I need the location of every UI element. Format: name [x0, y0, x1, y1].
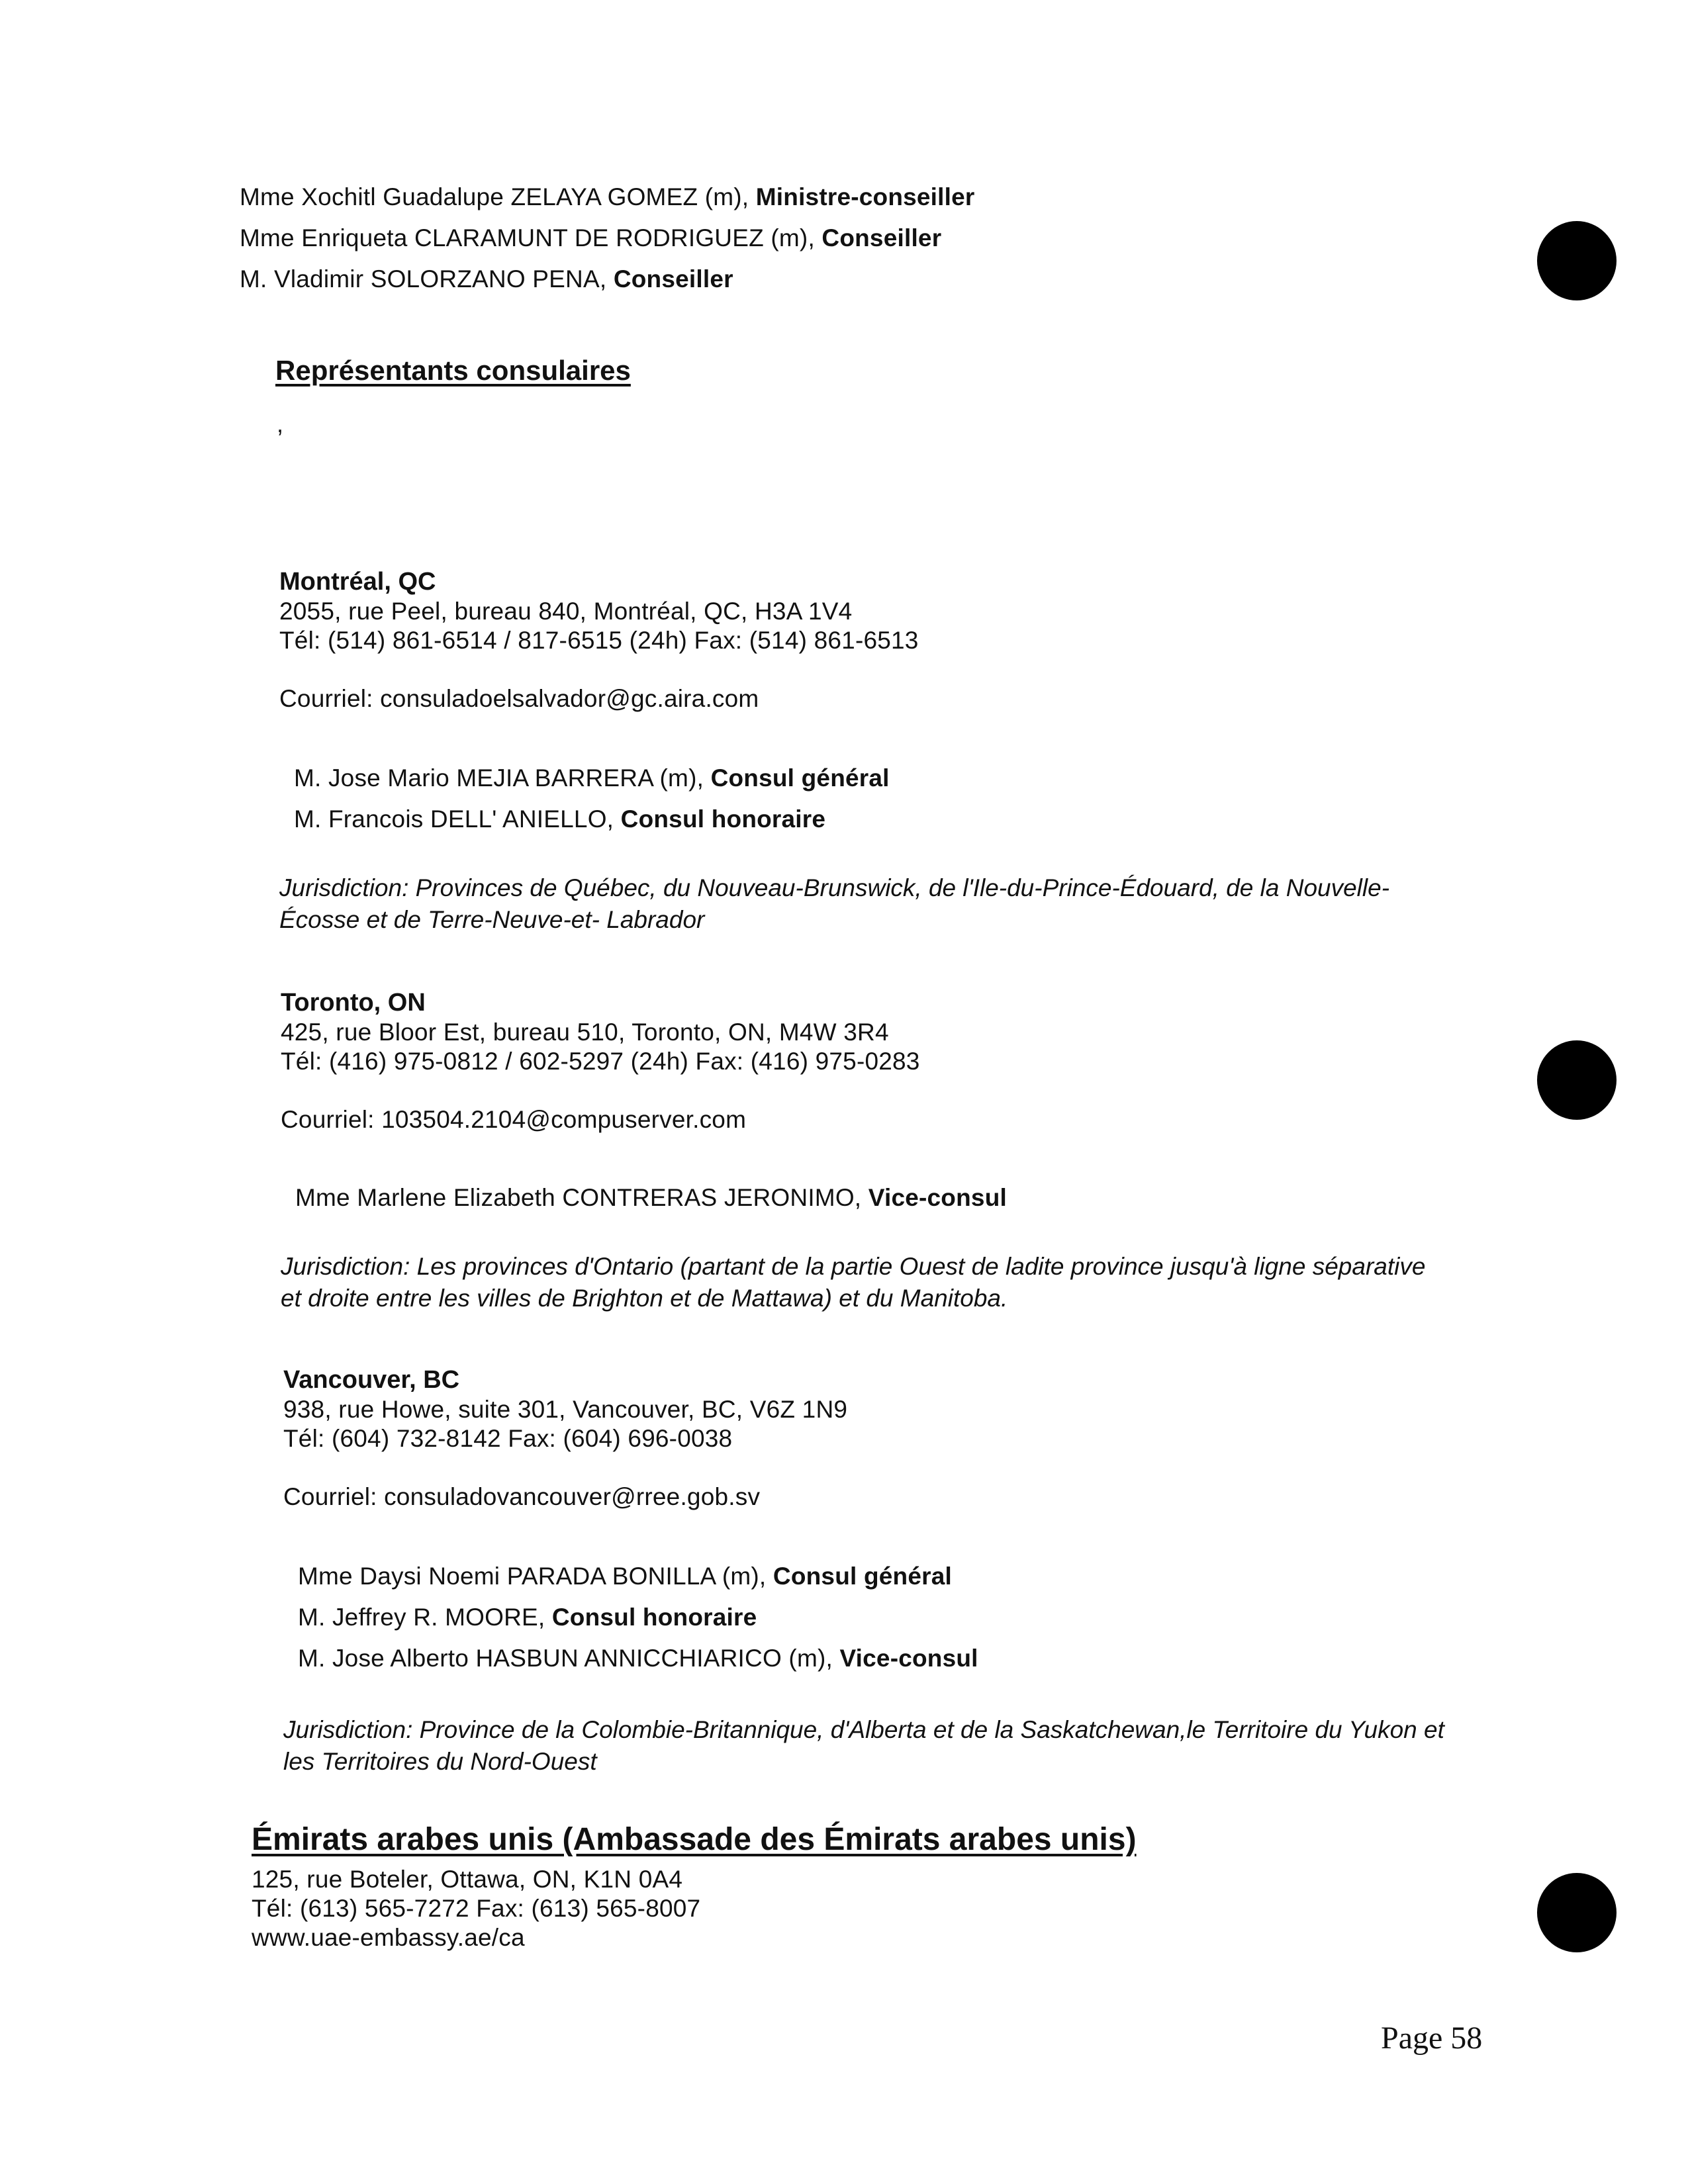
punch-hole: [1537, 1873, 1617, 1952]
section-heading-embassy: Émirats arabes unis (Ambassade des Émirats arabes unis): [252, 1822, 1137, 1857]
page-number: Page 58: [1381, 2021, 1483, 2056]
embassy-phone: Tél: (613) 565-7272 Fax: (613) 565-8007: [252, 1895, 701, 1922]
embassy-website: www.uae-embassy.ae/ca: [252, 1924, 525, 1951]
consulate-email: Courriel: consuladoelsalvador@gc.aira.com: [279, 685, 759, 712]
staff-line: Mme Daysi Noemi PARADA BONILLA (m), Consul général: [298, 1563, 952, 1590]
staff-line: Mme Enriqueta CLARAMUNT DE RODRIGUEZ (m), Conseiller: [240, 224, 942, 251]
punch-hole: [1537, 1040, 1617, 1120]
jurisdiction-note: Jurisdiction: Provinces de Québec, du Nouveau-Brunswick, de l'Ile-du-Prince-Édouard, de la Nouvelle-Écosse et de Terre-Neuve-et- Labrador: [279, 874, 1390, 933]
section-heading-consular: Représentants consulaires: [275, 355, 631, 386]
consulate-phone: Tél: (604) 732-8142 Fax: (604) 696-0038: [283, 1425, 733, 1452]
consulate-address: 938, rue Howe, suite 301, Vancouver, BC, V6Z 1N9: [283, 1396, 848, 1423]
jurisdiction-note: Jurisdiction: Les provinces d'Ontario (partant de la partie Ouest de ladite province jusqu'à ligne séparative et droite entre les villes de Brighton et de Mattawa) et du Manitoba.: [281, 1253, 1426, 1312]
staff-line: M. Jeffrey R. MOORE, Consul honoraire: [298, 1604, 757, 1631]
consulate-phone: Tél: (416) 975-0812 / 602-5297 (24h) Fax: (416) 975-0283: [281, 1048, 920, 1075]
staff-line: M. Francois DELL' ANIELLO, Consul honoraire: [294, 805, 826, 833]
consulate-city: Vancouver, BC: [283, 1366, 460, 1394]
staff-line: Mme Marlene Elizabeth CONTRERAS JERONIMO, Vice-consul: [295, 1184, 1007, 1211]
consulate-city: Montréal, QC: [279, 568, 436, 596]
staff-line: M. Vladimir SOLORZANO PENA, Conseiller: [240, 265, 733, 293]
staff-line: M. Jose Mario MEJIA BARRERA (m), Consul général: [294, 764, 890, 792]
consulate-address: 425, rue Bloor Est, bureau 510, Toronto, ON, M4W 3R4: [281, 1019, 889, 1046]
consulate-email: Courriel: 103504.2104@compuserver.com: [281, 1106, 747, 1133]
staff-line: M. Jose Alberto HASBUN ANNICCHIARICO (m), Vice-consul: [298, 1645, 978, 1672]
consulate-address: 2055, rue Peel, bureau 840, Montréal, QC, H3A 1V4: [279, 598, 853, 625]
embassy-address: 125, rue Boteler, Ottawa, ON, K1N 0A4: [252, 1866, 683, 1893]
consulate-phone: Tél: (514) 861-6514 / 817-6515 (24h) Fax: (514) 861-6513: [279, 627, 919, 654]
punch-hole: [1537, 221, 1617, 300]
jurisdiction-note: Jurisdiction: Province de la Colombie-Britannique, d'Alberta et de la Saskatchewan,le Territoire du Yukon et les Territoires du Nord-Ouest: [283, 1716, 1444, 1775]
consulate-city: Toronto, ON: [281, 989, 426, 1017]
staff-line: Mme Xochitl Guadalupe ZELAYA GOMEZ (m), Ministre-conseiller: [240, 183, 975, 210]
consulate-email: Courriel: consuladovancouver@rree.gob.sv: [283, 1483, 761, 1510]
stray-mark: ,: [277, 410, 284, 437]
